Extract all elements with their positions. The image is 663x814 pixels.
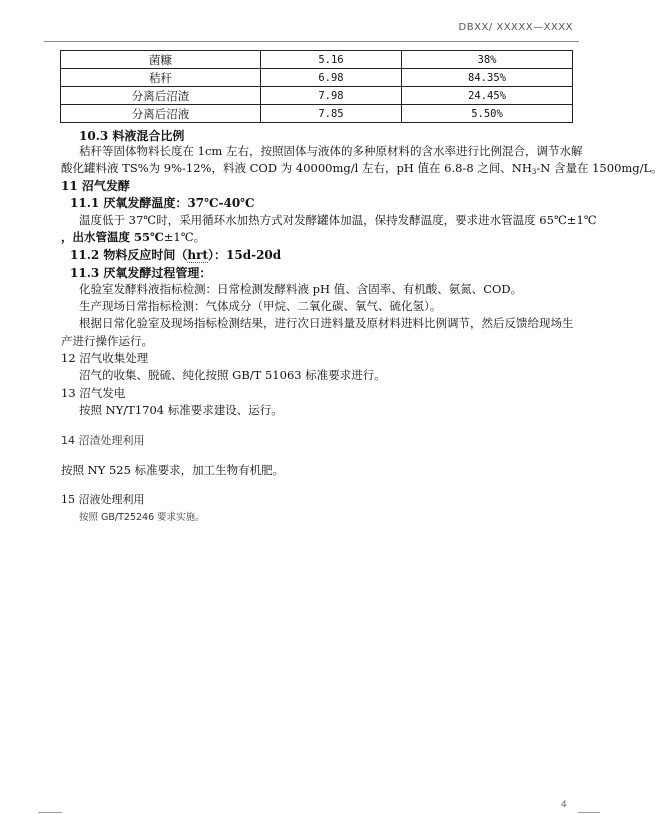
- section-11-2-heading: [70, 246, 281, 263]
- section-11-3-line-1: 化验室发酵料液指标检测：日常检测发酵料液 pH 值、含固率、有机酸、氨氮、COD。: [79, 282, 523, 296]
- section-11-heading: 11 沼气发酵: [61, 179, 130, 193]
- page-number: 4: [561, 800, 567, 810]
- footer-rule-right: [578, 812, 600, 813]
- table-cell-name: 分离后沼渣: [61, 87, 261, 105]
- section-10-3-line-2-tail: -N 含量在 1500mg/L。: [536, 161, 663, 175]
- table-cell-value: 7.98: [261, 87, 402, 105]
- section-11-1-line-1: 温度低于 37℃时，采用循环水加热方式对发酵罐体加温，保持发酵温度，要求进水管温度 65℃±1℃: [79, 213, 597, 227]
- section-11-3-line-2: 生产现场日常指标检测：气体成分（甲烷、二氧化碳、氧气、硫化氢）。: [79, 299, 442, 313]
- table-row: [61, 87, 573, 105]
- document-code: DBXX/ XXXXX—XXXX: [458, 22, 573, 33]
- section-11-3-line-4: 产进行操作运行。: [61, 334, 153, 348]
- table-row: [61, 69, 573, 87]
- table-row: [61, 105, 573, 123]
- section-11-1-line-2: [61, 229, 205, 245]
- section-11-2-value: ）：15d-20d: [208, 248, 282, 262]
- subscript-3: 3: [531, 168, 537, 176]
- section-11-1-heading: 11.1 厌氧发酵温度：37℃-40℃: [70, 196, 255, 210]
- section-13-heading: 13 沼气发电: [61, 386, 126, 400]
- table-cell-ratio: 24.45%: [402, 87, 573, 105]
- section-13-body: 按照 NY/T1704 标准要求建设、运行。: [79, 403, 283, 417]
- table-row: [61, 51, 573, 69]
- footer-rule-left: [38, 812, 62, 813]
- table-cell-name: 秸秆: [61, 69, 261, 87]
- table-cell-name: 菌糠: [61, 51, 261, 69]
- header-rule: [44, 41, 579, 42]
- section-12-body: 沼气的收集、脱硫、纯化按照 GB/T 51063 标准要求进行。: [79, 368, 386, 382]
- table-cell-ratio: 84.35%: [402, 69, 573, 87]
- section-15-body: 按照 GB/T25246 要求实施。: [79, 512, 205, 523]
- section-10-3-line-1: 秸秆等固体物料长度在 1cm 左右，按照固体与液体的多种原材料的含水率进行比例混合，调节水解: [79, 144, 583, 158]
- section-11-3-heading: 11.3 厌氧发酵过程管理：: [70, 266, 212, 280]
- section-15-heading: 15 沼液处理利用: [61, 493, 145, 506]
- table-cell-ratio: 5.50%: [402, 105, 573, 123]
- section-14-heading: 14 沼渣处理利用: [61, 434, 145, 447]
- hrt-term: hrt: [187, 248, 208, 262]
- table-cell-ratio: 38%: [402, 51, 573, 69]
- section-11-3-line-3: 根据日常化验室及现场指标检测结果，进行次日进料量及原材料进料比例调节，然后反馈给现场生: [79, 316, 574, 330]
- section-12-heading: 12 沼气收集处理: [61, 351, 149, 365]
- section-10-3-line-2-text: 酸化罐料液 TS%为 9%-12%，料液 COD 为 40000mg/l 左右，pH 值在 6.8-8 之间、NH: [61, 161, 532, 175]
- outlet-temp-bold: ，出水管温度 55℃: [61, 230, 164, 244]
- table-cell-name: 分离后沼液: [61, 105, 261, 123]
- outlet-temp-tol: ±1℃。: [163, 230, 206, 244]
- table-cell-value: 5.16: [261, 51, 402, 69]
- table-cell-value: 7.85: [261, 105, 402, 123]
- section-11-2-label: 11.2 物料反应时间（: [70, 248, 188, 262]
- section-10-3-line-2: [61, 160, 663, 176]
- table-cell-value: 6.98: [261, 69, 402, 87]
- section-10-3-heading: 10.3 料液混合比例: [79, 129, 185, 143]
- data-table: [60, 50, 573, 123]
- section-14-body: 按照 NY 525 标准要求，加工生物有机肥。: [61, 463, 285, 477]
